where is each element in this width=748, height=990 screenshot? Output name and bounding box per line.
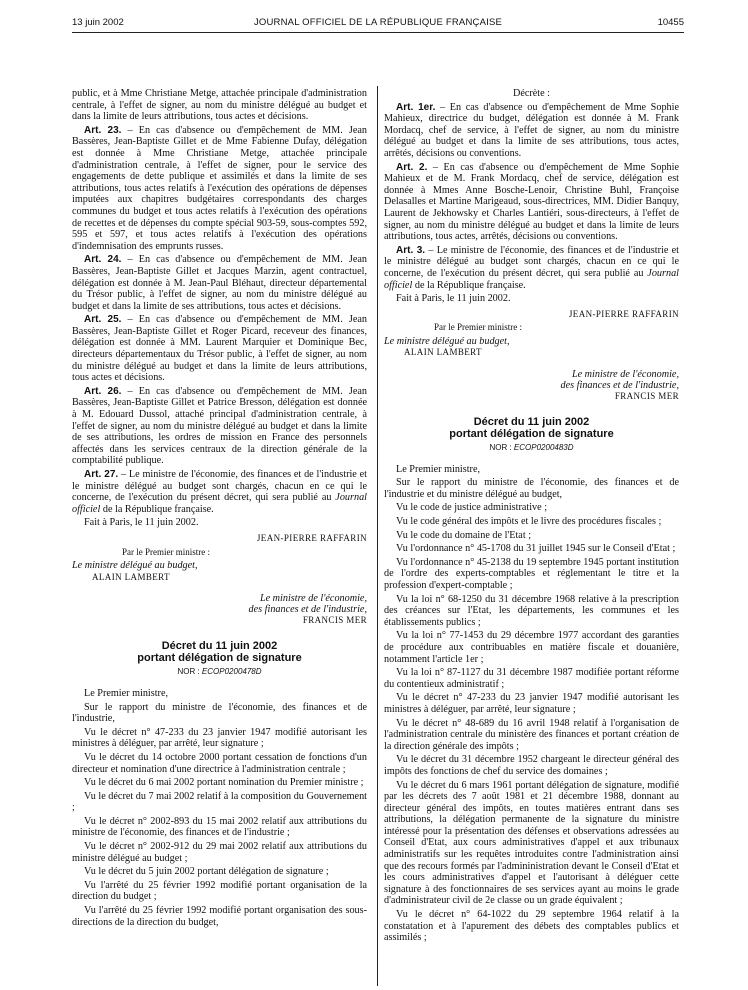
nor-reference (384, 442, 679, 454)
visa-paragraph: Vu le décret du 31 décembre 1952 chargeant le directeur général des impôts des fonctions de chef du service des domaines ; (384, 754, 679, 777)
signatory-mer: FRANCIS MER (614, 391, 679, 402)
right-column (384, 88, 679, 946)
article-text: – En cas d'absence ou d'empêchement de Mme Sophie Mahieux et de M. Frank Mordacq, chef de service, délégation est donnée à Mmes Anne Bosche-Lenoir, Christine Buhl, Françoise Delasalles et Martine Marigeaud, sous-directrices, MM. Didier Banquy, Laurent de Jekhowsky et Charles Lantiéri, sous-directeurs, à l'effet de signer, au nom du ministre délégué au budget et dans la limite de leurs attributions, tous actes, arrêtés, décisions ou conventions. (384, 161, 679, 243)
journal-title: JOURNAL OFFICIEL DE LA RÉPUBLIQUE FRANÇAISE (253, 17, 503, 28)
visa-paragraph: Vu l'ordonnance n° 45-2138 du 19 septembre 1945 portant institution de l'ordre des experts-comptables et réglementant le titre et la profession d'expert-comptable ; (384, 556, 679, 591)
nor-code: ECOP0200483D (513, 443, 574, 453)
decret-title (384, 416, 679, 440)
nor-reference (72, 666, 367, 678)
ministre-delegue: Le ministre délégué au budget, (72, 560, 198, 572)
header-date: 13 juin 2002 (72, 17, 124, 28)
article-24 (72, 254, 367, 312)
nor-label: NOR : (177, 667, 202, 677)
signatory-raffarin: JEAN-PIERRE RAFFARIN (568, 308, 679, 319)
article-text: – En cas d'absence ou d'empêchement de Mme Sophie Mahieux, directrice du budget, délégation est donnée à M. Frank Mordacq, chef de service, à l'effet de signer, au nom du ministre délégué au budget et dans la limite de ses attributions, tous actes, arrêtés, décisions ou conventions. (384, 101, 679, 159)
article-2 (384, 162, 679, 243)
article-27 (72, 469, 367, 515)
article-text: – Le ministre de l'économie, des finances et de l'industrie et le ministre délégué au budget sont chargés, chacun en ce qui le concerne, de l'exécution du présent décret, qui sera publié au (384, 244, 679, 279)
ministre-line-1: Le ministre de l'économie, (259, 593, 367, 605)
visas-list (384, 464, 679, 944)
article-label: Art. 24. (84, 254, 122, 266)
column-divider (377, 86, 378, 986)
visa-paragraph: Vu la loi n° 87-1127 du 31 décembre 1987 modifiée portant réforme du contentieux administratif ; (384, 667, 679, 690)
article-23 (72, 125, 367, 253)
ministre-delegue: Le ministre délégué au budget, (384, 335, 510, 347)
article-1 (384, 102, 679, 160)
decrete: Décrète : (512, 88, 551, 99)
visa-paragraph: Le Premier ministre, (84, 687, 169, 699)
article-label: Art. 1er. (396, 101, 436, 113)
page-number: 10455 (657, 17, 684, 28)
article-label: Art. 3. (396, 244, 426, 256)
visa-paragraph: Vu le décret n° 48-689 du 16 avril 1948 relatif à l'organisation de l'administration centrale du ministère des finances et portant création de la direction générale des impôts ; (384, 717, 679, 752)
page-header (72, 17, 684, 31)
header-rule (72, 32, 684, 33)
visa-paragraph: Vu le décret du 6 mars 1961 portant délégation de signature, modifié par les décrets des 7 août 1981 et 21 décembre 1988, donnant au directeur général des impôts, en toutes matières entrant dans ses attributions, la délégation permanente de la signature du ministre intéressé pour la présentation des défenses et observations adressées au Conseil d'Etat, aux cours administratives d'appel et aux tribunaux administratifs sur les requêtes introduites contre l'administration ainsi que des recours formés par l'admininistration devant le Conseil d'Etat et les cours administratives d'appel et l'autorisant à déléguer cette signature à des fonctionnaires de ses services ayant au moins le grade d'administrateur civil de 2e classe ou un grade équivalent ; (384, 779, 679, 907)
article-text: – En cas d'absence ou d'empêchement de MM. Jean Bassères, Jean-Baptiste Gillet et Roger Picard, receveur des finances, délégation est donnée à MM. Laurent Marquier et Dominique Bec, directeurs départementaux du Trésor public, à l'effet de signer, au nom du ministre délégué au budget et dans la limite de leurs attributions, tous actes et décisions. (72, 314, 367, 384)
decret-title-line-2: portant délégation de signature (449, 428, 614, 441)
article-label: Art. 23. (84, 124, 122, 136)
visa-paragraph: Vu le code général des impôts et le livre des procédures fiscales ; (396, 516, 662, 528)
article-label: Art. 27. (84, 469, 119, 480)
decret-title-line-2: portant délégation de signature (137, 652, 302, 665)
visa-paragraph: Vu le décret n° 2002-912 du 29 mai 2002 relatif aux attributions du ministre délégué au budget ; (72, 841, 367, 864)
visa-paragraph: Sur le rapport du ministre de l'économie, des finances et de l'industrie, (72, 701, 367, 725)
signatory-raffarin: JEAN-PIERRE RAFFARIN (256, 532, 367, 543)
article-text: – Le ministre de l'économie, des finances et de l'industrie et le ministre délégué au budget sont chargés, chacun en ce qui le concerne, de l'exécution du présent décret, qui sera publié au (72, 469, 367, 504)
visa-paragraph: Vu le code du domaine de l'Etat ; (396, 529, 532, 541)
visa-paragraph: Vu la loi n° 77-1453 du 29 décembre 1977 accordant des garanties de procédure aux contribuables en matière fiscale et douanière, notamment l'article 1er ; (384, 630, 679, 665)
article-25 (72, 314, 367, 384)
article-label: Art. 26. (84, 385, 122, 397)
visa-paragraph: Sur le rapport du ministre de l'économie, des finances et de l'industrie et du ministre délégué au budget, (384, 477, 679, 500)
journal-officiel-italic: Journal officiel (384, 267, 679, 291)
ministre-line-2: des finances et de l'industrie, (248, 604, 367, 616)
visa-paragraph: Vu le décret du 5 juin 2002 portant délégation de signature ; (84, 866, 329, 878)
article-3 (384, 245, 679, 291)
visa-paragraph: Vu l'arrêté du 25 février 1992 modifié portant organisation des sous-directions de la direction du budget, (72, 905, 367, 928)
fait-a-paris: Fait à Paris, le 11 juin 2002. (84, 517, 199, 529)
article-label: Art. 2. (396, 161, 428, 173)
signatory-lambert: ALAIN LAMBERT (92, 571, 170, 582)
article-text: – En cas d'absence ou d'empêchement de MM. Jean Bassères, Jean-Baptiste Gillet et Jacques Marzin, agent contractuel, délégation est donnée à M. Jean-Paul Bléhaut, directeur départemental du Trésor public, à l'effet de signer, au nom du ministre délégué au budget et dans la limite de ses attributions, tous actes et décisions. (72, 254, 367, 312)
ministre-line-1: Le ministre de l'économie, (571, 369, 679, 381)
decret-title (72, 640, 367, 664)
par-premier-ministre: Par le Premier ministre : (434, 322, 522, 333)
visa-paragraph: Vu le décret n° 2002-893 du 15 mai 2002 relatif aux attributions du ministre de l'économie, des finances et de l'industrie ; (72, 815, 367, 839)
visas-list (72, 688, 367, 928)
ministre-economie-block (384, 369, 679, 402)
visa-paragraph: Vu le décret du 7 mai 2002 relatif à la composition du Gouvernement ; (72, 790, 367, 814)
visa-paragraph: Vu le décret n° 64-1022 du 29 septembre 1964 relatif à la constatation et à l'apurement des débets des comptables publics et assimilés ; (384, 909, 679, 944)
visa-paragraph: Vu le décret du 14 octobre 2000 portant cessation de fonctions d'un directeur et nomination d'une directrice à l'administration centrale ; (72, 751, 367, 775)
visa-paragraph: Vu le décret n° 47-233 du 23 janvier 1947 modifié autorisant les ministres à déléguer, par arrêté, leur signature ; (384, 692, 679, 715)
nor-code: ECOP0200478D (201, 667, 262, 677)
visa-paragraph: Le Premier ministre, (396, 463, 481, 475)
article-text-tail: de la République française. (412, 279, 526, 291)
signatory-lambert: ALAIN LAMBERT (404, 347, 482, 358)
journal-officiel-italic: Journal officiel (72, 492, 367, 515)
visa-paragraph: Vu l'arrêté du 25 février 1992 modifié portant organisation de la direction du budget ; (72, 879, 367, 903)
article-26 (72, 386, 367, 467)
signatory-mer: FRANCIS MER (302, 615, 367, 626)
fait-a-paris: Fait à Paris, le 11 juin 2002. (396, 293, 511, 305)
article-text: – En cas d'absence ou d'empêchement de MM. Jean Bassères, Jean-Baptiste Gillet et de Mme Fabienne Dufay, délégation est donnée à Mme Christiane Metge, attachée principale d'administration centrale, à l'effet de signer, pour le service des engagements de dette publique et assimilés et dans la limite de ses attributions, tous actes relatifs à l'exécution des opérations de dépenses imputées aux chapitres budgétaires correspondants des charges communes du budget et tous actes relatifs à l'exécution des opérations de recettes et de dépenses du compte spécial 903-59, sous-comptes 592, 595 et 597, et tous actes relatifs à l'exécution des opérations d'indemnisation des emprunts russes. (72, 124, 367, 252)
decret-title-line-1: Décret du 11 juin 2002 (473, 416, 590, 429)
ministre-economie-block (72, 593, 367, 626)
intro-paragraph: public, et à Mme Christiane Metge, attachée principale d'administration centrale, à l'effet de signer, au nom du ministre délégué au budget et dans la limite de leurs attributions, tous actes et décisions. (72, 88, 367, 123)
par-premier-ministre: Par le Premier ministre : (122, 546, 210, 557)
article-label: Art. 25. (84, 314, 122, 326)
ministre-line-2: des finances et de l'industrie, (560, 380, 679, 392)
left-column (72, 88, 367, 930)
nor-label: NOR : (489, 443, 514, 453)
visa-paragraph: Vu l'ordonnance n° 45-1708 du 31 juillet 1945 sur le Conseil d'Etat ; (396, 543, 676, 555)
article-text: – En cas d'absence ou d'empêchement de MM. Jean Bassères, Jean-Baptiste Gillet et Patrice Bresson, délégation est donnée à M. Edouard Dussol, attaché principal d'administration centrale, à l'effet de signer, au nom du ministre délégué au budget et dans la limite de ses attributions, les ordres de mission en France des personnels affectés dans les services centraux de la direction générale de la comptabilité publique. (72, 385, 367, 467)
visa-paragraph: Vu le décret du 6 mai 2002 portant nomination du Premier ministre ; (84, 777, 364, 789)
decret-title-line-1: Décret du 11 juin 2002 (161, 640, 278, 653)
article-text-tail: de la République française. (100, 503, 214, 515)
visa-paragraph: Vu le code de justice administrative ; (396, 502, 548, 514)
visa-paragraph: Vu la loi n° 68-1250 du 31 décembre 1968 relative à la prescription des créances sur l'Etat, les départements, les communes et les établissements publics ; (384, 593, 679, 628)
visa-paragraph: Vu le décret n° 47-233 du 23 janvier 1947 modifié autorisant les ministres à déléguer, par arrêté, leur signature ; (72, 726, 367, 750)
